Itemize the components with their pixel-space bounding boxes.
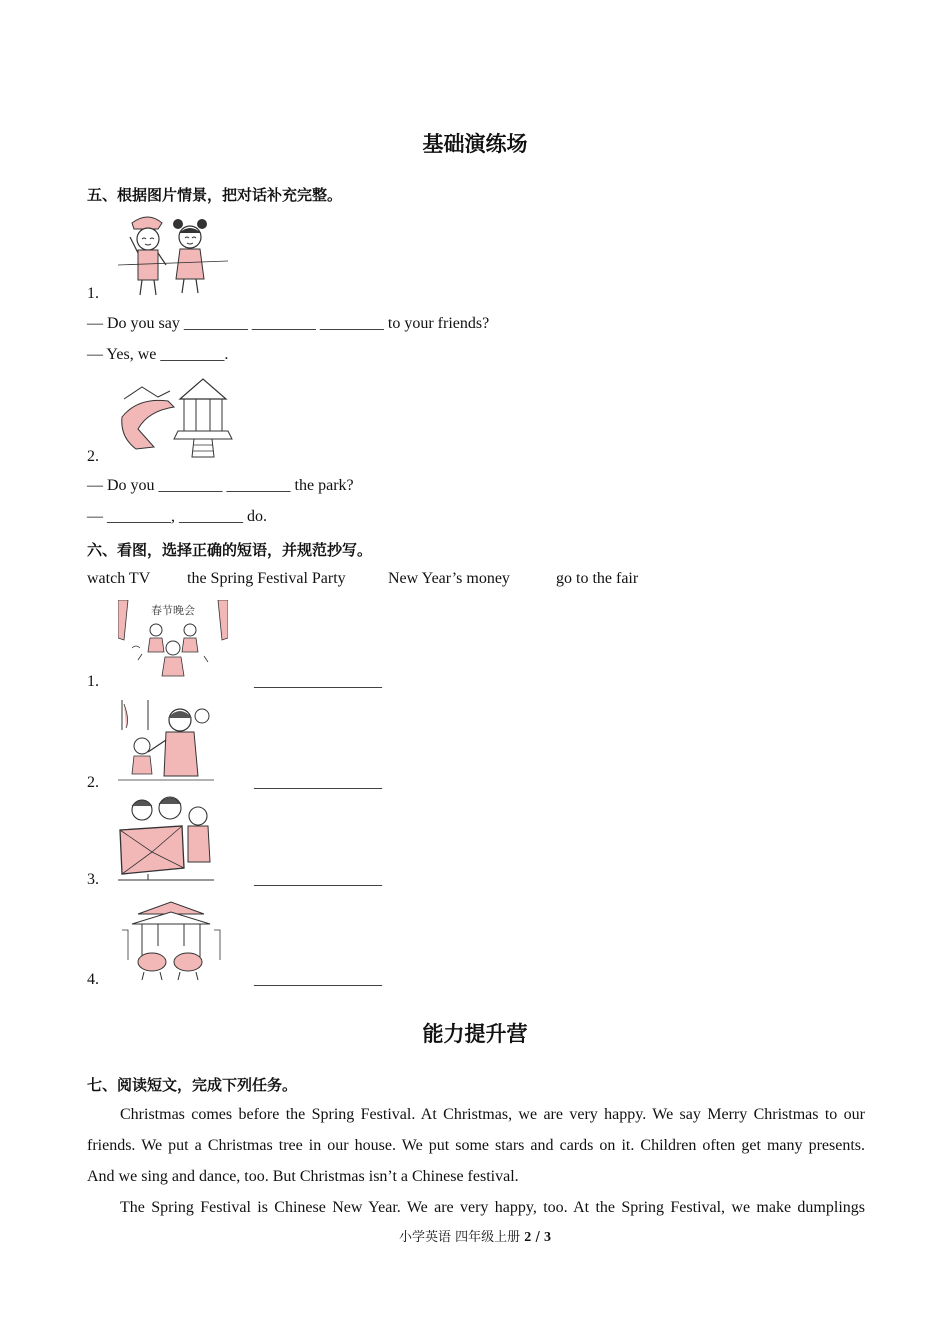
passage-line-3: And we sing and dance, too. But Christmas isn’t a Chinese festival. (87, 1168, 519, 1185)
q6-item-3-number: 3. (87, 871, 99, 888)
q5-item-1-number: 1. (87, 285, 99, 302)
q5-item-2-number: 2. (87, 448, 99, 465)
page-footer (0, 1226, 950, 1246)
phrase-option-3: New Year’s money (388, 570, 510, 587)
phrase-option-2: the Spring Festival Party (187, 570, 346, 587)
temple-fair-illustration (118, 900, 224, 982)
phrase-option-1: watch TV (87, 570, 151, 587)
q6-item-4-number: 4. (87, 971, 99, 988)
passage-line-2: friends. We put a Christmas tree in our house. We put some stars and cards on it. Children often get many presents. (87, 1137, 865, 1154)
section-title-basic: 基础演练场 (422, 132, 528, 156)
park-pavilion-illustration (118, 377, 236, 459)
question-6-heading: 六、看图，选择正确的短语，并规范抄写。 (87, 541, 373, 559)
q5-item-2-line-1: — Do you ________ ________ the park? (87, 477, 354, 494)
footer-page-number: 2 (524, 1230, 532, 1245)
footer-text: 小学英语 四年级上册 (399, 1230, 521, 1245)
q6-item-2-number: 2. (87, 774, 99, 791)
party-banner-caption: 春节晚会 (151, 604, 195, 617)
q6-item-3-answer-line[interactable]: ________________ (254, 871, 382, 888)
phrase-option-4: go to the fair (556, 570, 639, 587)
watch-tv-illustration (118, 796, 214, 882)
q5-item-1-line-2: — Yes, we ________. (87, 346, 229, 363)
footer-total-pages: 3 (543, 1230, 551, 1245)
question-7-heading: 七、阅读短文，完成下列任务。 (87, 1076, 298, 1094)
footer-separator: / (535, 1230, 540, 1245)
q5-item-1-line-1: — Do you say ________ ________ ________ to your friends? (87, 315, 490, 332)
q6-item-2-answer-line[interactable]: ________________ (254, 774, 382, 791)
q6-item-4-answer-line[interactable]: ________________ (254, 971, 382, 988)
passage-line-1: Christmas comes before the Spring Festival. At Christmas, we are very happy. We say Merry Christmas to our (120, 1106, 865, 1123)
passage-line-4: The Spring Festival is Chinese New Year. We are very happy, too. At the Spring Festival, we make dumplings (120, 1199, 865, 1216)
new-years-money-illustration (118, 700, 214, 784)
q6-item-1-answer-line[interactable]: ________________ (254, 673, 382, 690)
section-title-advanced: 能力提升营 (422, 1022, 528, 1046)
spring-festival-party-illustration (118, 600, 228, 686)
q6-item-1-number: 1. (87, 673, 99, 690)
q5-item-2-line-2: — ________, ________ do. (87, 508, 267, 525)
question-5-heading: 五、根据图片情景，把对话补充完整。 (87, 186, 343, 204)
greeting-kids-illustration (118, 213, 228, 299)
